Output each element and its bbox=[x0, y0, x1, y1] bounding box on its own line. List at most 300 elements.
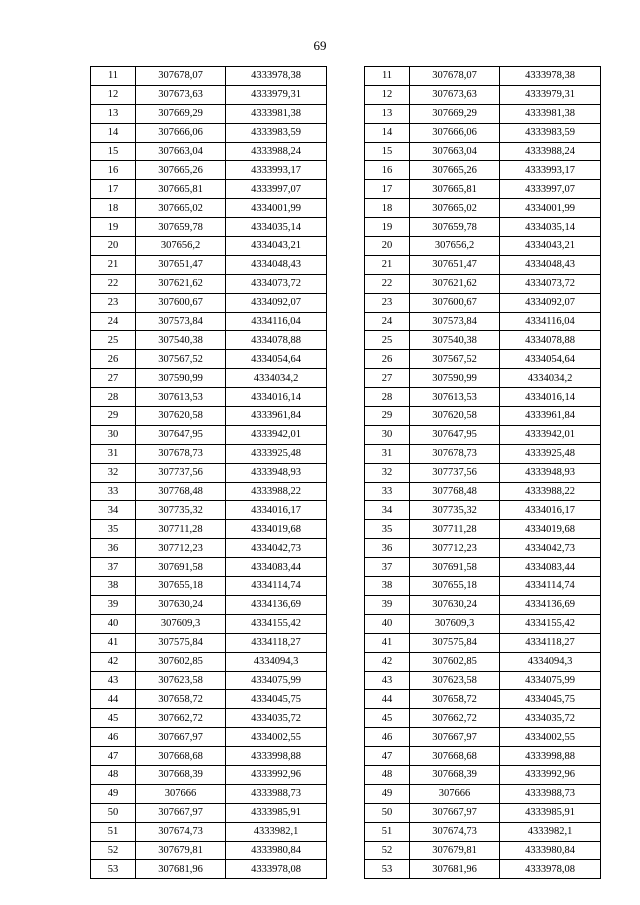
table-row bbox=[365, 444, 601, 463]
point-number-cell: 17 bbox=[365, 180, 410, 199]
table-row bbox=[91, 709, 327, 728]
table-row bbox=[91, 482, 327, 501]
y-coordinate-cell: 4333942,01 bbox=[226, 425, 327, 444]
table-row bbox=[91, 558, 327, 577]
y-coordinate-cell: 4334094,3 bbox=[500, 652, 601, 671]
point-number-cell: 27 bbox=[365, 369, 410, 388]
x-coordinate-cell: 307662,72 bbox=[410, 709, 500, 728]
table-row bbox=[365, 784, 601, 803]
point-number-cell: 49 bbox=[365, 784, 410, 803]
table-row bbox=[365, 709, 601, 728]
x-coordinate-cell: 307735,32 bbox=[410, 501, 500, 520]
y-coordinate-cell: 4333993,17 bbox=[226, 161, 327, 180]
x-coordinate-cell: 307659,78 bbox=[136, 218, 226, 237]
table-row bbox=[365, 350, 601, 369]
table-row bbox=[91, 803, 327, 822]
point-number-cell: 32 bbox=[91, 463, 136, 482]
x-coordinate-cell: 307667,97 bbox=[136, 728, 226, 747]
y-coordinate-cell: 4333982,1 bbox=[226, 822, 327, 841]
y-coordinate-cell: 4334116,04 bbox=[500, 312, 601, 331]
point-number-cell: 39 bbox=[91, 595, 136, 614]
point-number-cell: 11 bbox=[365, 67, 410, 86]
x-coordinate-cell: 307590,99 bbox=[136, 369, 226, 388]
y-coordinate-cell: 4333988,22 bbox=[226, 482, 327, 501]
y-coordinate-cell: 4334114,74 bbox=[500, 577, 601, 596]
y-coordinate-cell: 4334092,07 bbox=[226, 293, 327, 312]
x-coordinate-cell: 307691,58 bbox=[410, 558, 500, 577]
x-coordinate-cell: 307656,2 bbox=[136, 237, 226, 256]
table-row bbox=[91, 293, 327, 312]
point-number-cell: 18 bbox=[365, 199, 410, 218]
y-coordinate-cell: 4334155,42 bbox=[226, 614, 327, 633]
y-coordinate-cell: 4334136,69 bbox=[226, 595, 327, 614]
point-number-cell: 23 bbox=[365, 293, 410, 312]
table-row bbox=[365, 520, 601, 539]
x-coordinate-cell: 307711,28 bbox=[136, 520, 226, 539]
table-row bbox=[91, 180, 327, 199]
y-coordinate-cell: 4333992,96 bbox=[226, 765, 327, 784]
x-coordinate-cell: 307663,04 bbox=[136, 142, 226, 161]
y-coordinate-cell: 4333988,24 bbox=[500, 142, 601, 161]
point-number-cell: 13 bbox=[365, 104, 410, 123]
point-number-cell: 52 bbox=[365, 841, 410, 860]
table-row bbox=[91, 671, 327, 690]
y-coordinate-cell: 4333985,91 bbox=[500, 803, 601, 822]
point-number-cell: 53 bbox=[91, 860, 136, 879]
point-number-cell: 42 bbox=[91, 652, 136, 671]
table-row bbox=[91, 407, 327, 426]
point-number-cell: 49 bbox=[91, 784, 136, 803]
x-coordinate-cell: 307651,47 bbox=[410, 255, 500, 274]
y-coordinate-cell: 4334034,2 bbox=[226, 369, 327, 388]
table-row bbox=[91, 218, 327, 237]
y-coordinate-cell: 4334075,99 bbox=[226, 671, 327, 690]
point-number-cell: 52 bbox=[91, 841, 136, 860]
point-number-cell: 30 bbox=[91, 425, 136, 444]
table-row bbox=[365, 388, 601, 407]
point-number-cell: 36 bbox=[91, 539, 136, 558]
y-coordinate-cell: 4334043,21 bbox=[226, 237, 327, 256]
y-coordinate-cell: 4333980,84 bbox=[500, 841, 601, 860]
table-row bbox=[365, 369, 601, 388]
point-number-cell: 34 bbox=[365, 501, 410, 520]
y-coordinate-cell: 4333983,59 bbox=[500, 123, 601, 142]
y-coordinate-cell: 4334054,64 bbox=[226, 350, 327, 369]
point-number-cell: 24 bbox=[91, 312, 136, 331]
y-coordinate-cell: 4334045,75 bbox=[226, 690, 327, 709]
table-row bbox=[365, 765, 601, 784]
table-row bbox=[365, 558, 601, 577]
point-number-cell: 45 bbox=[91, 709, 136, 728]
y-coordinate-cell: 4334035,14 bbox=[500, 218, 601, 237]
table-row bbox=[365, 803, 601, 822]
x-coordinate-cell: 307659,78 bbox=[410, 218, 500, 237]
table-row bbox=[91, 199, 327, 218]
table-row bbox=[91, 388, 327, 407]
point-number-cell: 50 bbox=[365, 803, 410, 822]
table-row bbox=[91, 369, 327, 388]
point-number-cell: 26 bbox=[365, 350, 410, 369]
point-number-cell: 48 bbox=[91, 765, 136, 784]
point-number-cell: 20 bbox=[91, 237, 136, 256]
point-number-cell: 33 bbox=[365, 482, 410, 501]
y-coordinate-cell: 4334035,72 bbox=[226, 709, 327, 728]
table-row bbox=[91, 67, 327, 86]
y-coordinate-cell: 4334042,73 bbox=[226, 539, 327, 558]
table-row bbox=[365, 218, 601, 237]
point-number-cell: 25 bbox=[365, 331, 410, 350]
x-coordinate-cell: 307630,24 bbox=[136, 595, 226, 614]
y-coordinate-cell: 4334078,88 bbox=[500, 331, 601, 350]
y-coordinate-cell: 4334155,42 bbox=[500, 614, 601, 633]
table-row bbox=[365, 841, 601, 860]
table-row bbox=[365, 255, 601, 274]
table-row bbox=[91, 784, 327, 803]
point-number-cell: 12 bbox=[91, 85, 136, 104]
point-number-cell: 47 bbox=[365, 747, 410, 766]
table-row bbox=[365, 633, 601, 652]
table-row bbox=[365, 671, 601, 690]
table-row bbox=[365, 123, 601, 142]
y-coordinate-cell: 4333979,31 bbox=[226, 85, 327, 104]
x-coordinate-cell: 307768,48 bbox=[136, 482, 226, 501]
x-coordinate-cell: 307609,3 bbox=[136, 614, 226, 633]
y-coordinate-cell: 4333978,38 bbox=[226, 67, 327, 86]
y-coordinate-cell: 4334116,04 bbox=[226, 312, 327, 331]
x-coordinate-cell: 307737,56 bbox=[410, 463, 500, 482]
y-coordinate-cell: 4334094,3 bbox=[226, 652, 327, 671]
table-row bbox=[91, 822, 327, 841]
x-coordinate-cell: 307600,67 bbox=[410, 293, 500, 312]
y-coordinate-cell: 4333979,31 bbox=[500, 85, 601, 104]
x-coordinate-cell: 307613,53 bbox=[136, 388, 226, 407]
table-row bbox=[91, 444, 327, 463]
point-number-cell: 23 bbox=[91, 293, 136, 312]
point-number-cell: 36 bbox=[365, 539, 410, 558]
point-number-cell: 21 bbox=[365, 255, 410, 274]
x-coordinate-cell: 307674,73 bbox=[136, 822, 226, 841]
x-coordinate-cell: 307679,81 bbox=[136, 841, 226, 860]
point-number-cell: 26 bbox=[91, 350, 136, 369]
point-number-cell: 20 bbox=[365, 237, 410, 256]
table-row bbox=[365, 407, 601, 426]
y-coordinate-cell: 4334034,2 bbox=[500, 369, 601, 388]
point-number-cell: 35 bbox=[91, 520, 136, 539]
y-coordinate-cell: 4334136,69 bbox=[500, 595, 601, 614]
table-row bbox=[365, 728, 601, 747]
table-row bbox=[365, 577, 601, 596]
table-row bbox=[365, 67, 601, 86]
x-coordinate-cell: 307602,85 bbox=[410, 652, 500, 671]
x-coordinate-cell: 307674,73 bbox=[410, 822, 500, 841]
table-row bbox=[365, 85, 601, 104]
table-row bbox=[91, 501, 327, 520]
x-coordinate-cell: 307621,62 bbox=[410, 274, 500, 293]
x-coordinate-cell: 307620,58 bbox=[136, 407, 226, 426]
y-coordinate-cell: 4334035,72 bbox=[500, 709, 601, 728]
x-coordinate-cell: 307712,23 bbox=[410, 539, 500, 558]
y-coordinate-cell: 4333978,08 bbox=[500, 860, 601, 879]
y-coordinate-cell: 4333983,59 bbox=[226, 123, 327, 142]
x-coordinate-cell: 307630,24 bbox=[410, 595, 500, 614]
y-coordinate-cell: 4334078,88 bbox=[226, 331, 327, 350]
x-coordinate-cell: 307647,95 bbox=[136, 425, 226, 444]
y-coordinate-cell: 4333948,93 bbox=[226, 463, 327, 482]
table-row bbox=[365, 501, 601, 520]
point-number-cell: 21 bbox=[91, 255, 136, 274]
table-row bbox=[91, 747, 327, 766]
x-coordinate-cell: 307665,81 bbox=[410, 180, 500, 199]
x-coordinate-cell: 307673,63 bbox=[410, 85, 500, 104]
table-row bbox=[365, 747, 601, 766]
point-number-cell: 48 bbox=[365, 765, 410, 784]
point-number-cell: 14 bbox=[365, 123, 410, 142]
table-row bbox=[365, 425, 601, 444]
table-row bbox=[365, 199, 601, 218]
table-row bbox=[365, 142, 601, 161]
y-coordinate-cell: 4333988,24 bbox=[226, 142, 327, 161]
point-number-cell: 45 bbox=[365, 709, 410, 728]
x-coordinate-cell: 307621,62 bbox=[136, 274, 226, 293]
point-number-cell: 32 bbox=[365, 463, 410, 482]
x-coordinate-cell: 307665,26 bbox=[410, 161, 500, 180]
y-coordinate-cell: 4333942,01 bbox=[500, 425, 601, 444]
x-coordinate-cell: 307681,96 bbox=[410, 860, 500, 879]
point-number-cell: 41 bbox=[365, 633, 410, 652]
x-coordinate-cell: 307665,81 bbox=[136, 180, 226, 199]
point-number-cell: 28 bbox=[365, 388, 410, 407]
table-row bbox=[91, 520, 327, 539]
x-coordinate-cell: 307678,73 bbox=[410, 444, 500, 463]
table-row bbox=[91, 539, 327, 558]
x-coordinate-cell: 307673,63 bbox=[136, 85, 226, 104]
point-number-cell: 40 bbox=[91, 614, 136, 633]
point-number-cell: 28 bbox=[91, 388, 136, 407]
y-coordinate-cell: 4334048,43 bbox=[226, 255, 327, 274]
x-coordinate-cell: 307667,97 bbox=[136, 803, 226, 822]
y-coordinate-cell: 4334118,27 bbox=[500, 633, 601, 652]
table-row bbox=[91, 161, 327, 180]
table-row bbox=[365, 539, 601, 558]
point-number-cell: 31 bbox=[91, 444, 136, 463]
y-coordinate-cell: 4334114,74 bbox=[226, 577, 327, 596]
point-number-cell: 12 bbox=[365, 85, 410, 104]
point-number-cell: 34 bbox=[91, 501, 136, 520]
point-number-cell: 38 bbox=[91, 577, 136, 596]
point-number-cell: 46 bbox=[91, 728, 136, 747]
table-row bbox=[365, 293, 601, 312]
point-number-cell: 44 bbox=[91, 690, 136, 709]
x-coordinate-cell: 307669,29 bbox=[410, 104, 500, 123]
table-row bbox=[365, 274, 601, 293]
x-coordinate-cell: 307575,84 bbox=[136, 633, 226, 652]
x-coordinate-cell: 307668,68 bbox=[136, 747, 226, 766]
table-row bbox=[91, 237, 327, 256]
table-row bbox=[91, 425, 327, 444]
point-number-cell: 22 bbox=[365, 274, 410, 293]
y-coordinate-cell: 4334043,21 bbox=[500, 237, 601, 256]
point-number-cell: 27 bbox=[91, 369, 136, 388]
x-coordinate-cell: 307575,84 bbox=[410, 633, 500, 652]
y-coordinate-cell: 4333997,07 bbox=[226, 180, 327, 199]
table-row bbox=[365, 237, 601, 256]
point-number-cell: 35 bbox=[365, 520, 410, 539]
point-number-cell: 33 bbox=[91, 482, 136, 501]
y-coordinate-cell: 4333948,93 bbox=[500, 463, 601, 482]
x-coordinate-cell: 307651,47 bbox=[136, 255, 226, 274]
table-row bbox=[91, 841, 327, 860]
point-number-cell: 42 bbox=[365, 652, 410, 671]
x-coordinate-cell: 307623,58 bbox=[410, 671, 500, 690]
point-number-cell: 47 bbox=[91, 747, 136, 766]
x-coordinate-cell: 307647,95 bbox=[410, 425, 500, 444]
point-number-cell: 22 bbox=[91, 274, 136, 293]
y-coordinate-cell: 4334016,14 bbox=[226, 388, 327, 407]
point-number-cell: 31 bbox=[365, 444, 410, 463]
table-row bbox=[365, 463, 601, 482]
x-coordinate-cell: 307540,38 bbox=[136, 331, 226, 350]
y-coordinate-cell: 4333993,17 bbox=[500, 161, 601, 180]
point-number-cell: 24 bbox=[365, 312, 410, 331]
y-coordinate-cell: 4334075,99 bbox=[500, 671, 601, 690]
point-number-cell: 16 bbox=[91, 161, 136, 180]
point-number-cell: 46 bbox=[365, 728, 410, 747]
table-row bbox=[91, 728, 327, 747]
x-coordinate-cell: 307620,58 bbox=[410, 407, 500, 426]
x-coordinate-cell: 307662,72 bbox=[136, 709, 226, 728]
table-row bbox=[365, 180, 601, 199]
table-row bbox=[365, 595, 601, 614]
y-coordinate-cell: 4333988,22 bbox=[500, 482, 601, 501]
table-row bbox=[91, 350, 327, 369]
point-number-cell: 39 bbox=[365, 595, 410, 614]
table-row bbox=[365, 614, 601, 633]
table-row bbox=[365, 161, 601, 180]
point-number-cell: 37 bbox=[91, 558, 136, 577]
x-coordinate-cell: 307613,53 bbox=[410, 388, 500, 407]
table-row bbox=[91, 274, 327, 293]
y-coordinate-cell: 4333982,1 bbox=[500, 822, 601, 841]
point-number-cell: 25 bbox=[91, 331, 136, 350]
y-coordinate-cell: 4334001,99 bbox=[226, 199, 327, 218]
x-coordinate-cell: 307656,2 bbox=[410, 237, 500, 256]
point-number-cell: 41 bbox=[91, 633, 136, 652]
y-coordinate-cell: 4334019,68 bbox=[226, 520, 327, 539]
x-coordinate-cell: 307737,56 bbox=[136, 463, 226, 482]
x-coordinate-cell: 307679,81 bbox=[410, 841, 500, 860]
y-coordinate-cell: 4333978,08 bbox=[226, 860, 327, 879]
y-coordinate-cell: 4334042,73 bbox=[500, 539, 601, 558]
y-coordinate-cell: 4333981,38 bbox=[500, 104, 601, 123]
x-coordinate-cell: 307590,99 bbox=[410, 369, 500, 388]
table-row bbox=[91, 85, 327, 104]
point-number-cell: 19 bbox=[91, 218, 136, 237]
page-number: 69 bbox=[313, 38, 327, 53]
x-coordinate-cell: 307668,39 bbox=[410, 765, 500, 784]
table-row bbox=[365, 312, 601, 331]
table-row bbox=[365, 690, 601, 709]
x-coordinate-cell: 307666 bbox=[136, 784, 226, 803]
y-coordinate-cell: 4334118,27 bbox=[226, 633, 327, 652]
y-coordinate-cell: 4334073,72 bbox=[500, 274, 601, 293]
point-number-cell: 43 bbox=[91, 671, 136, 690]
y-coordinate-cell: 4334035,14 bbox=[226, 218, 327, 237]
table-row bbox=[365, 860, 601, 879]
table-row bbox=[91, 331, 327, 350]
table-row bbox=[91, 652, 327, 671]
point-number-cell: 16 bbox=[365, 161, 410, 180]
y-coordinate-cell: 4333980,84 bbox=[226, 841, 327, 860]
table-row bbox=[91, 860, 327, 879]
point-number-cell: 29 bbox=[91, 407, 136, 426]
y-coordinate-cell: 4334045,75 bbox=[500, 690, 601, 709]
point-number-cell: 53 bbox=[365, 860, 410, 879]
x-coordinate-cell: 307600,67 bbox=[136, 293, 226, 312]
y-coordinate-cell: 4334016,17 bbox=[226, 501, 327, 520]
point-number-cell: 38 bbox=[365, 577, 410, 596]
point-number-cell: 37 bbox=[365, 558, 410, 577]
y-coordinate-cell: 4333988,73 bbox=[226, 784, 327, 803]
y-coordinate-cell: 4334048,43 bbox=[500, 255, 601, 274]
point-number-cell: 11 bbox=[91, 67, 136, 86]
point-number-cell: 40 bbox=[365, 614, 410, 633]
x-coordinate-cell: 307666 bbox=[410, 784, 500, 803]
table-row bbox=[91, 765, 327, 784]
table-row bbox=[91, 255, 327, 274]
x-coordinate-cell: 307668,68 bbox=[410, 747, 500, 766]
x-coordinate-cell: 307567,52 bbox=[136, 350, 226, 369]
x-coordinate-cell: 307691,58 bbox=[136, 558, 226, 577]
x-coordinate-cell: 307658,72 bbox=[136, 690, 226, 709]
x-coordinate-cell: 307681,96 bbox=[136, 860, 226, 879]
x-coordinate-cell: 307609,3 bbox=[410, 614, 500, 633]
point-number-cell: 13 bbox=[91, 104, 136, 123]
x-coordinate-cell: 307567,52 bbox=[410, 350, 500, 369]
y-coordinate-cell: 4334019,68 bbox=[500, 520, 601, 539]
y-coordinate-cell: 4334083,44 bbox=[226, 558, 327, 577]
y-coordinate-cell: 4334073,72 bbox=[226, 274, 327, 293]
y-coordinate-cell: 4334016,17 bbox=[500, 501, 601, 520]
x-coordinate-cell: 307712,23 bbox=[136, 539, 226, 558]
y-coordinate-cell: 4334002,55 bbox=[226, 728, 327, 747]
x-coordinate-cell: 307655,18 bbox=[136, 577, 226, 596]
table-row bbox=[365, 652, 601, 671]
y-coordinate-cell: 4333992,96 bbox=[500, 765, 601, 784]
x-coordinate-cell: 307678,73 bbox=[136, 444, 226, 463]
y-coordinate-cell: 4333925,48 bbox=[226, 444, 327, 463]
point-number-cell: 51 bbox=[91, 822, 136, 841]
x-coordinate-cell: 307665,02 bbox=[136, 199, 226, 218]
y-coordinate-cell: 4334054,64 bbox=[500, 350, 601, 369]
y-coordinate-cell: 4333978,38 bbox=[500, 67, 601, 86]
y-coordinate-cell: 4333998,88 bbox=[226, 747, 327, 766]
point-number-cell: 19 bbox=[365, 218, 410, 237]
y-coordinate-cell: 4333981,38 bbox=[226, 104, 327, 123]
y-coordinate-cell: 4333988,73 bbox=[500, 784, 601, 803]
y-coordinate-cell: 4334016,14 bbox=[500, 388, 601, 407]
point-number-cell: 44 bbox=[365, 690, 410, 709]
point-number-cell: 43 bbox=[365, 671, 410, 690]
x-coordinate-cell: 307667,97 bbox=[410, 728, 500, 747]
point-number-cell: 50 bbox=[91, 803, 136, 822]
table-row bbox=[365, 482, 601, 501]
x-coordinate-cell: 307678,07 bbox=[410, 67, 500, 86]
x-coordinate-cell: 307735,32 bbox=[136, 501, 226, 520]
table-row bbox=[365, 331, 601, 350]
x-coordinate-cell: 307668,39 bbox=[136, 765, 226, 784]
x-coordinate-cell: 307665,26 bbox=[136, 161, 226, 180]
x-coordinate-cell: 307711,28 bbox=[410, 520, 500, 539]
